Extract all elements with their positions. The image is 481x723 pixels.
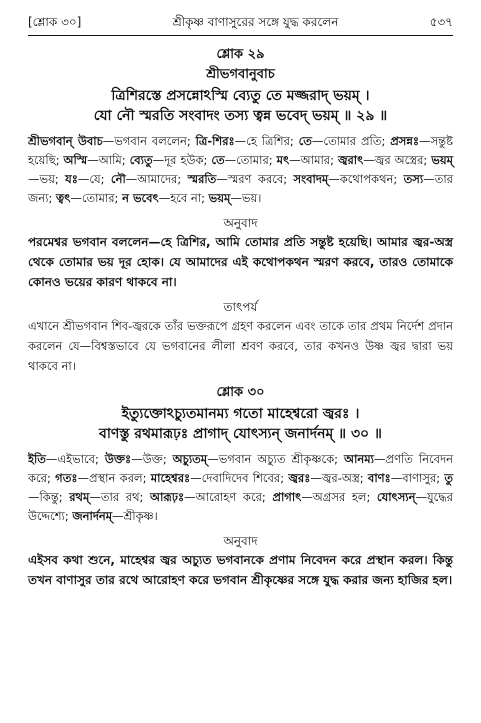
synonym-word: যোৎস্যন্: [376, 490, 416, 504]
synonym-word: তে: [211, 153, 225, 167]
header-chapter-title: শ্রীকৃষ্ণ বাণাসুরের সঙ্গে যুদ্ধ করলেন: [172, 15, 339, 29]
synonym-meaning: —তার রথ;: [89, 490, 150, 504]
synonym-word: বাণঃ: [367, 471, 391, 485]
synonym-word: ইতি: [28, 452, 46, 466]
synonym-word: জ্বরঃ: [288, 471, 311, 485]
synonym-meaning: —ভগবান বললেন;: [102, 134, 196, 148]
page-header: [28, 14, 453, 30]
verse-29-purport: এখানে শ্রীভগবান শিব-জ্বরকে তাঁর ভক্তরূপে গ্রহণ করলেন এবং তাকে তার প্রথম নির্দেশ প্রদান করলেন যে—বিশ্বস্তভাবে যে ভগবানের লীলা শ্রবণ করবে, তার কখনও উষ্ণ জ্বর দ্বারা ভয় থাকবে না।: [28, 319, 453, 373]
synonym-meaning: —তোমার;: [224, 153, 277, 167]
synonym-meaning: —তোমার;: [70, 191, 123, 205]
synonym-word: প্রসন্নঃ: [390, 134, 420, 148]
synonym-word: অচ্যুতম্: [172, 452, 208, 466]
synonym-meaning: —ভয়।: [230, 191, 262, 205]
synonym-meaning: —তার জন্য;: [28, 172, 453, 205]
synonym-meaning: —যে;: [77, 172, 111, 186]
verse-29-line-2: যো নৌ স্মরতি সংবাদং তস্য ত্বন্ন ভবেদ্ ভয়ম্ ॥ ২৯ ॥: [93, 108, 388, 124]
verse-29-translation: পরমেশ্বর ভগবান বললেন—হে ত্রিশির, আমি তোমার প্রতি সন্তুষ্ট হয়েছি। আমার জ্বর-অস্ত্র থেকে তোমার ভয় দূর হোক। যে আমাদের এই কথোপকথন স্মরণ করবে, তারও তোমাকে কোনও ভয়ের কারণ থাকবে না।: [28, 235, 453, 289]
synonym-word: স্মরতি: [187, 172, 217, 186]
synonym-word: সংবাদম্: [293, 172, 329, 186]
synonym-word: ভয়ম্: [431, 153, 453, 167]
header-divider: [28, 35, 453, 36]
verse-30-synonyms: [28, 450, 453, 526]
synonym-meaning: —যুদ্ধের উদ্দেশ্যে;: [28, 490, 454, 523]
synonym-meaning: —দূর হউক;: [152, 153, 212, 167]
synonym-meaning: —কিন্তু;: [28, 490, 70, 504]
verse-30-translation-heading: অনুবাদ: [223, 534, 258, 548]
verse-30-line-1: ইত্যুক্তোঽচ্যুতমানম্য গতো মাহেশ্বরো জ্বরঃ ।: [121, 406, 360, 422]
synonym-word: ভয়ম্: [208, 191, 231, 205]
synonym-word: জ্বরাৎ: [337, 153, 364, 167]
verse-29-synonyms: [28, 132, 453, 208]
synonym-word: প্রাগাৎ: [272, 490, 302, 504]
synonym-meaning: —স্মরণ করবে;: [216, 172, 294, 186]
verse-30-translation: এইসব কথা শুনে, মাহেশ্বর জ্বর অচ্যুত ভগবানকে প্রণাম নিবেদন করে প্রস্থান করল। কিন্তু তখন বাণাসুর তার রথে আরোহণ করে ভগবান শ্রীকৃষ্ণের সঙ্গে যুদ্ধ করার জন্য হাজির হল।: [28, 553, 453, 587]
synonym-meaning: —ভগবান অচ্যুত শ্রীকৃষ্ণকে;: [207, 452, 344, 466]
synonym-word: গতঃ: [55, 471, 78, 485]
synonym-word: শ্রীভগবান্ উবাচ: [28, 134, 103, 148]
synonym-word: ত্বৎ: [56, 191, 71, 205]
synonym-meaning: —উক্ত;: [131, 452, 173, 466]
synonym-meaning: —তোমার প্রতি;: [311, 134, 391, 148]
synonym-meaning: —জ্বর-অস্ত্র;: [310, 471, 368, 485]
verse-29-purport-heading: তাৎপর্য: [223, 300, 258, 314]
synonym-meaning: —প্রস্থান করল;: [77, 471, 151, 485]
synonym-meaning: —দেবাদিদেব শিবের;: [190, 471, 289, 485]
synonym-meaning: —সন্তুষ্ট হয়েছি;: [28, 134, 453, 167]
synonym-word: উক্তঃ: [104, 452, 132, 466]
synonym-meaning: —হে ত্রিশির;: [234, 134, 299, 148]
synonym-meaning: —প্রণতি নিবেদন করে;: [28, 452, 453, 485]
synonym-meaning: —আমি;: [87, 153, 130, 167]
header-verse-ref: [শ্লোক ৩০]: [28, 15, 82, 29]
verse-29-translation-heading: অনুবাদ: [223, 216, 258, 230]
synonym-word: তে: [298, 134, 312, 148]
synonym-meaning: —জ্বর অস্ত্রের;: [363, 153, 432, 167]
synonym-word: তস্য: [403, 172, 424, 186]
synonym-meaning: —এইভাবে;: [45, 452, 105, 466]
synonym-word: ব্যেতু: [129, 153, 153, 167]
synonym-word: ত্রি-শিরঃ: [195, 134, 235, 148]
synonym-word: মৎ: [276, 153, 290, 167]
synonym-meaning: —আমাদের;: [125, 172, 188, 186]
synonym-word: ন ভবেৎ: [122, 191, 159, 205]
page-number: ৫৩৭: [429, 15, 453, 29]
synonym-word: অস্মি: [63, 153, 88, 167]
synonym-word: রথম্: [69, 490, 90, 504]
synonym-meaning: —কথোপকথন;: [328, 172, 404, 186]
synonym-word: জনার্দনম্: [72, 509, 113, 523]
verse-30-number: শ্লোক ৩০: [216, 385, 265, 400]
synonym-meaning: —আরোহণ করে;: [184, 490, 273, 504]
synonym-meaning: —হবে না;: [158, 191, 209, 205]
synonym-word: মাহেশ্বরঃ: [150, 471, 191, 485]
synonym-meaning: —অগ্রসর হল;: [301, 490, 377, 504]
verse-29-speaker: শ্রীভগবানুবাচ: [206, 67, 275, 82]
verse-29-line-1: ত্রিশিরস্তে প্রসন্নোঽস্মি ব্যেতু তে মজ্জরাদ্ ভয়ম্ ।: [111, 88, 370, 104]
synonym-meaning: —ভয়;: [28, 172, 66, 186]
synonym-word: আরূঢ়ঃ: [149, 490, 185, 504]
verse-30-line-2: বাণস্তু রথমারূঢ়ঃ প্রাগাদ্ যোৎস্যন্ জনার্দনম্ ॥ ৩০ ॥: [99, 426, 382, 442]
synonym-meaning: —শ্রীকৃষ্ণ।: [112, 509, 158, 523]
synonym-word: আনম্য: [343, 452, 374, 466]
synonym-word: নৌ: [110, 172, 126, 186]
synonym-word: তু: [444, 471, 453, 485]
verse-29-number: শ্লোক ২৯: [216, 47, 265, 62]
synonym-meaning: —বাণাসুর;: [390, 471, 445, 485]
synonym-word: যঃ: [65, 172, 78, 186]
synonym-meaning: —আমার;: [289, 153, 338, 167]
